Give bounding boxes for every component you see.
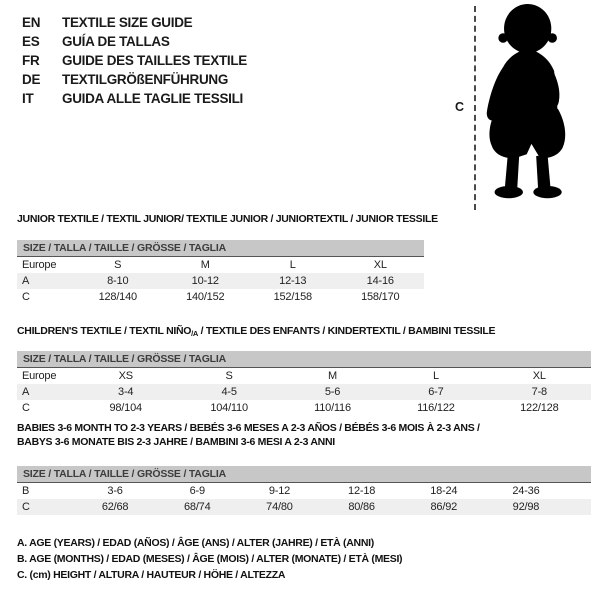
row-label: A: [22, 275, 30, 287]
row-label: Europe: [22, 259, 57, 271]
height-cell: 116/122: [417, 402, 455, 414]
height-cell: 122/128: [520, 402, 559, 414]
language-row-fr: [22, 51, 247, 70]
title-line-2: BABYS 3-6 MONATE BIS 2-3 JAHRE / BAMBINI 3-6 MESI A 2-3 ANNI: [17, 436, 335, 448]
footer-notes: [17, 535, 402, 583]
table-row-europe: [17, 368, 591, 384]
table-row-height: [17, 400, 591, 416]
children-table-title: [17, 324, 591, 341]
height-cell: 62/68: [101, 501, 129, 513]
height-cell: 110/116: [314, 402, 351, 414]
age-cell: 6-9: [189, 485, 205, 497]
language-label: TEXTILGRÖßENFÜHRUNG: [62, 72, 229, 87]
language-row-en: [22, 13, 247, 32]
age-cell: 24-36: [512, 485, 540, 497]
size-header-bar: SIZE / TALLA / TAILLE / GRÖSSE / TAGLIA: [17, 351, 591, 368]
age-cell: 5-6: [324, 386, 341, 398]
height-dashed-line: [474, 6, 476, 210]
height-cell: 68/74: [183, 501, 211, 513]
size-cell: XL: [373, 259, 387, 271]
baby-silhouette-icon: [483, 3, 578, 211]
language-row-de: [22, 70, 247, 89]
note-age-years: A. AGE (YEARS) / EDAD (AÑOS) / ÂGE (ANS) / ALTER (JAHRE) / ETÀ (ANNI): [17, 537, 374, 549]
size-cell: M: [200, 259, 210, 271]
row-label: C: [22, 291, 30, 303]
table-row-height: [17, 289, 424, 305]
row-label: C: [22, 501, 30, 513]
language-label: GUIDA ALLE TAGLIE TESSILI: [62, 91, 243, 106]
age-cell: 10-12: [191, 275, 219, 287]
age-cell: 12-18: [348, 485, 376, 497]
size-cell: S: [114, 259, 122, 271]
size-cell: M: [328, 370, 337, 382]
language-code: EN: [22, 15, 41, 30]
height-cell: 86/92: [430, 501, 458, 513]
row-label: A: [22, 386, 30, 398]
height-cell: 158/170: [361, 291, 400, 303]
height-cell: 152/158: [273, 291, 312, 303]
note-height-cm: C. (cm) HEIGHT / ALTURA / HAUTEUR / HÖHE / ALTEZZA: [17, 569, 286, 581]
age-cell: 18-24: [430, 485, 458, 497]
title-line-1: BABIES 3-6 MONTH TO 2-3 YEARS / BEBÉS 3-6 MESES A 2-3 AÑOS / BÉBÉS 3-6 MOIS À 2-3 ANS /: [17, 422, 480, 434]
table-row-height: [17, 499, 591, 515]
row-label: B: [22, 485, 30, 497]
table-row-europe: [17, 257, 424, 273]
language-label: GUIDE DES TAILLES TEXTILE: [62, 53, 248, 68]
age-cell: 3-6: [107, 485, 123, 497]
language-row-es: [22, 32, 247, 51]
language-row-it: [22, 89, 247, 108]
note-age-months: B. AGE (MONTHS) / EDAD (MESES) / ÂGE (MOIS) / ALTER (MONATE) / ETÀ (MESI): [17, 553, 403, 565]
language-label: GUÍA DE TALLAS: [62, 34, 170, 49]
language-code: IT: [22, 91, 34, 106]
language-code: DE: [22, 72, 41, 87]
height-cell: 80/86: [348, 501, 375, 513]
language-code: ES: [22, 34, 40, 49]
age-cell: 9-12: [268, 485, 291, 497]
table-row-age: [17, 384, 591, 400]
language-list: [22, 13, 247, 108]
title-subscript: /A: [191, 329, 199, 338]
size-cell: XL: [532, 370, 546, 382]
size-cell: L: [432, 370, 439, 382]
table-row-age-months: [17, 483, 591, 499]
title-part: / TEXTILE DES ENFANTS / KINDERTEXTIL / BAMBINI TESSILE: [198, 325, 496, 337]
language-code: FR: [22, 53, 40, 68]
row-label: C: [22, 402, 30, 414]
age-cell: 14-16: [366, 275, 394, 287]
row-label: Europe: [22, 370, 57, 382]
size-header-bar: SIZE / TALLA / TAILLE / GRÖSSE / TAGLIA: [17, 466, 591, 483]
height-cell: 104/110: [210, 402, 248, 414]
junior-table-section: [17, 212, 438, 305]
height-cell: 92/98: [512, 501, 540, 513]
height-cell: 128/140: [98, 291, 137, 303]
height-c-label: C: [455, 100, 465, 114]
junior-table-title: JUNIOR TEXTILE / TEXTIL JUNIOR/ TEXTILE JUNIOR / JUNIORTEXTIL / JUNIOR TESSILE: [17, 213, 438, 225]
table-row-age: [17, 273, 424, 289]
age-cell: 12-13: [279, 275, 307, 287]
age-cell: 6-7: [428, 386, 444, 398]
language-label: TEXTILE SIZE GUIDE: [62, 15, 193, 30]
height-cell: 140/152: [186, 291, 225, 303]
babies-table-section: [17, 421, 591, 515]
age-cell: 8-10: [107, 275, 129, 287]
size-cell: XS: [118, 370, 133, 382]
age-cell: 7-8: [531, 386, 547, 398]
age-cell: 3-4: [118, 386, 134, 398]
size-header-bar: SIZE / TALLA / TAILLE / GRÖSSE / TAGLIA: [17, 240, 424, 257]
size-cell: L: [289, 259, 296, 271]
children-table-section: [17, 324, 591, 416]
title-part: CHILDREN'S TEXTILE / TEXTIL NIÑO: [17, 325, 192, 337]
height-cell: 98/104: [109, 402, 142, 414]
age-cell: 4-5: [221, 386, 237, 398]
size-cell: S: [225, 370, 233, 382]
babies-table-title: [17, 421, 591, 449]
height-cell: 74/80: [266, 501, 293, 513]
